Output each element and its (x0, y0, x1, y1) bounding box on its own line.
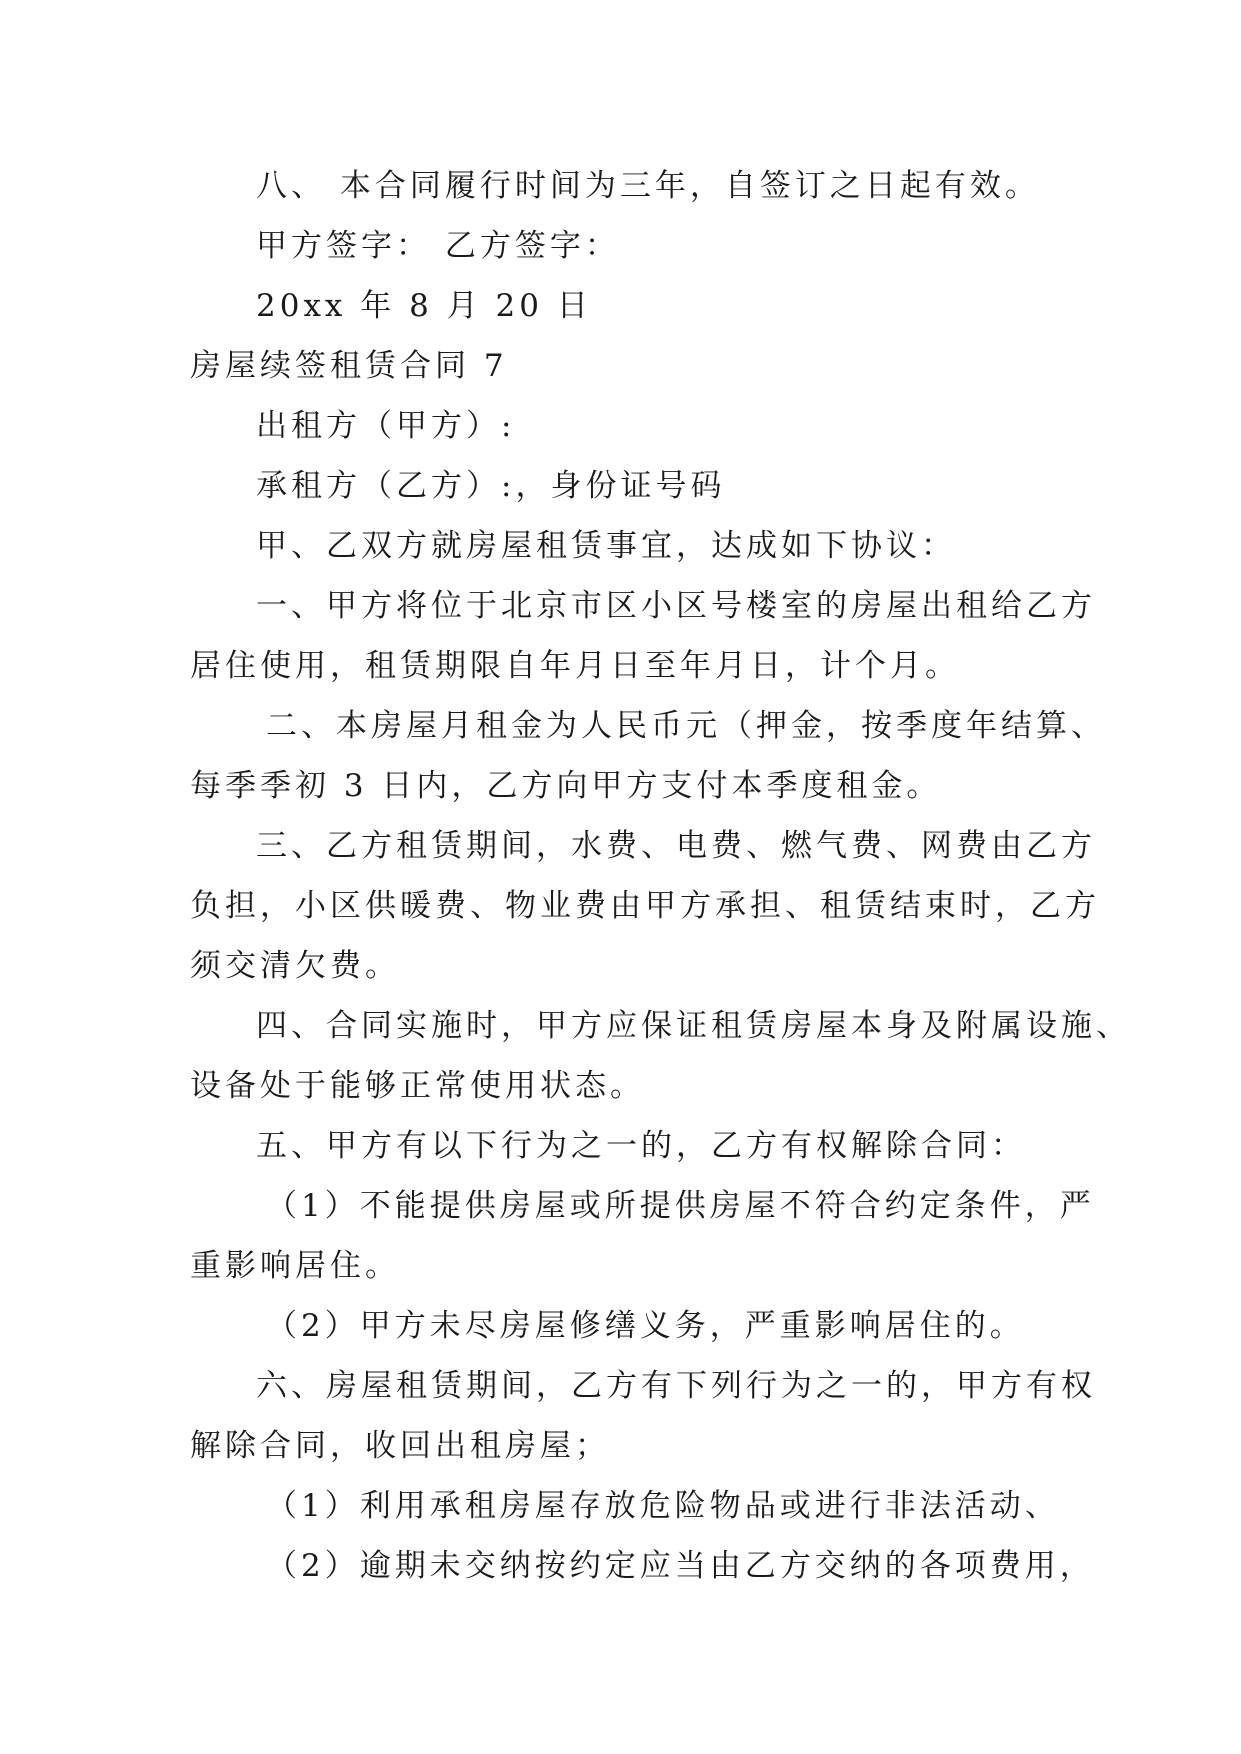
agreement-intro: 甲、乙双方就房屋租赁事宜，达成如下协议： (256, 528, 956, 564)
clause-6-item-1: （1）利用承租房屋存放危险物品或进行非法活动、 (266, 1488, 1060, 1524)
date-line: 20xx 年 8 月 20 日 (256, 288, 592, 324)
clause-3-line-2: 负担，小区供暖费、物业费由甲方承担、租赁结束时，乙方 (190, 888, 1100, 924)
clause-5-line-1: 五、甲方有以下行为之一的，乙方有权解除合同： (256, 1128, 1026, 1164)
clause-6-item-2: （2）逾期未交纳按约定应当由乙方交纳的各项费用， (266, 1548, 1095, 1584)
clause-6-line-1: 六、房屋租赁期间，乙方有下列行为之一的，甲方有权 (256, 1368, 1096, 1404)
clause-8: 八、 本合同履行时间为三年，自签订之日起有效。 (256, 168, 1040, 204)
clause-3-line-1: 三、乙方租赁期间，水费、电费、燃气费、网费由乙方 (256, 828, 1096, 864)
lessee-line: 承租方（乙方）:，身份证号码 (256, 468, 726, 504)
clause-1-line-1: 一、甲方将位于北京市区小区号楼室的房屋出租给乙方 (256, 588, 1096, 624)
clause-5-item-1-line-2: 重影响居住。 (190, 1248, 400, 1284)
clause-2-line-1: 二、本房屋月租金为人民币元（押金，按季度年结算、 (266, 708, 1106, 744)
contract-title: 房屋续签租赁合同 7 (190, 348, 508, 384)
signature-line: 甲方签字： 乙方签字： (256, 228, 620, 264)
clause-5-item-1-line-1: （1）不能提供房屋或所提供房屋不符合约定条件，严 (266, 1188, 1095, 1224)
clause-6-line-2: 解除合同，收回出租房屋； (190, 1428, 610, 1464)
clause-5-item-2: （2）甲方未尽房屋修缮义务，严重影响居住的。 (266, 1308, 1025, 1344)
clause-2-line-2: 每季季初 3 日内，乙方向甲方支付本季度租金。 (190, 768, 942, 804)
clause-4-line-2: 设备处于能够正常使用状态。 (190, 1068, 645, 1104)
lessor-line: 出租方（甲方）: (256, 408, 516, 444)
clause-3-line-3: 须交清欠费。 (190, 948, 400, 984)
clause-1-line-2: 居住使用，租赁期限自年月日至年月日，计个月。 (190, 648, 960, 684)
clause-4-line-1: 四、合同实施时，甲方应保证租赁房屋本身及附属设施、 (256, 1008, 1131, 1044)
